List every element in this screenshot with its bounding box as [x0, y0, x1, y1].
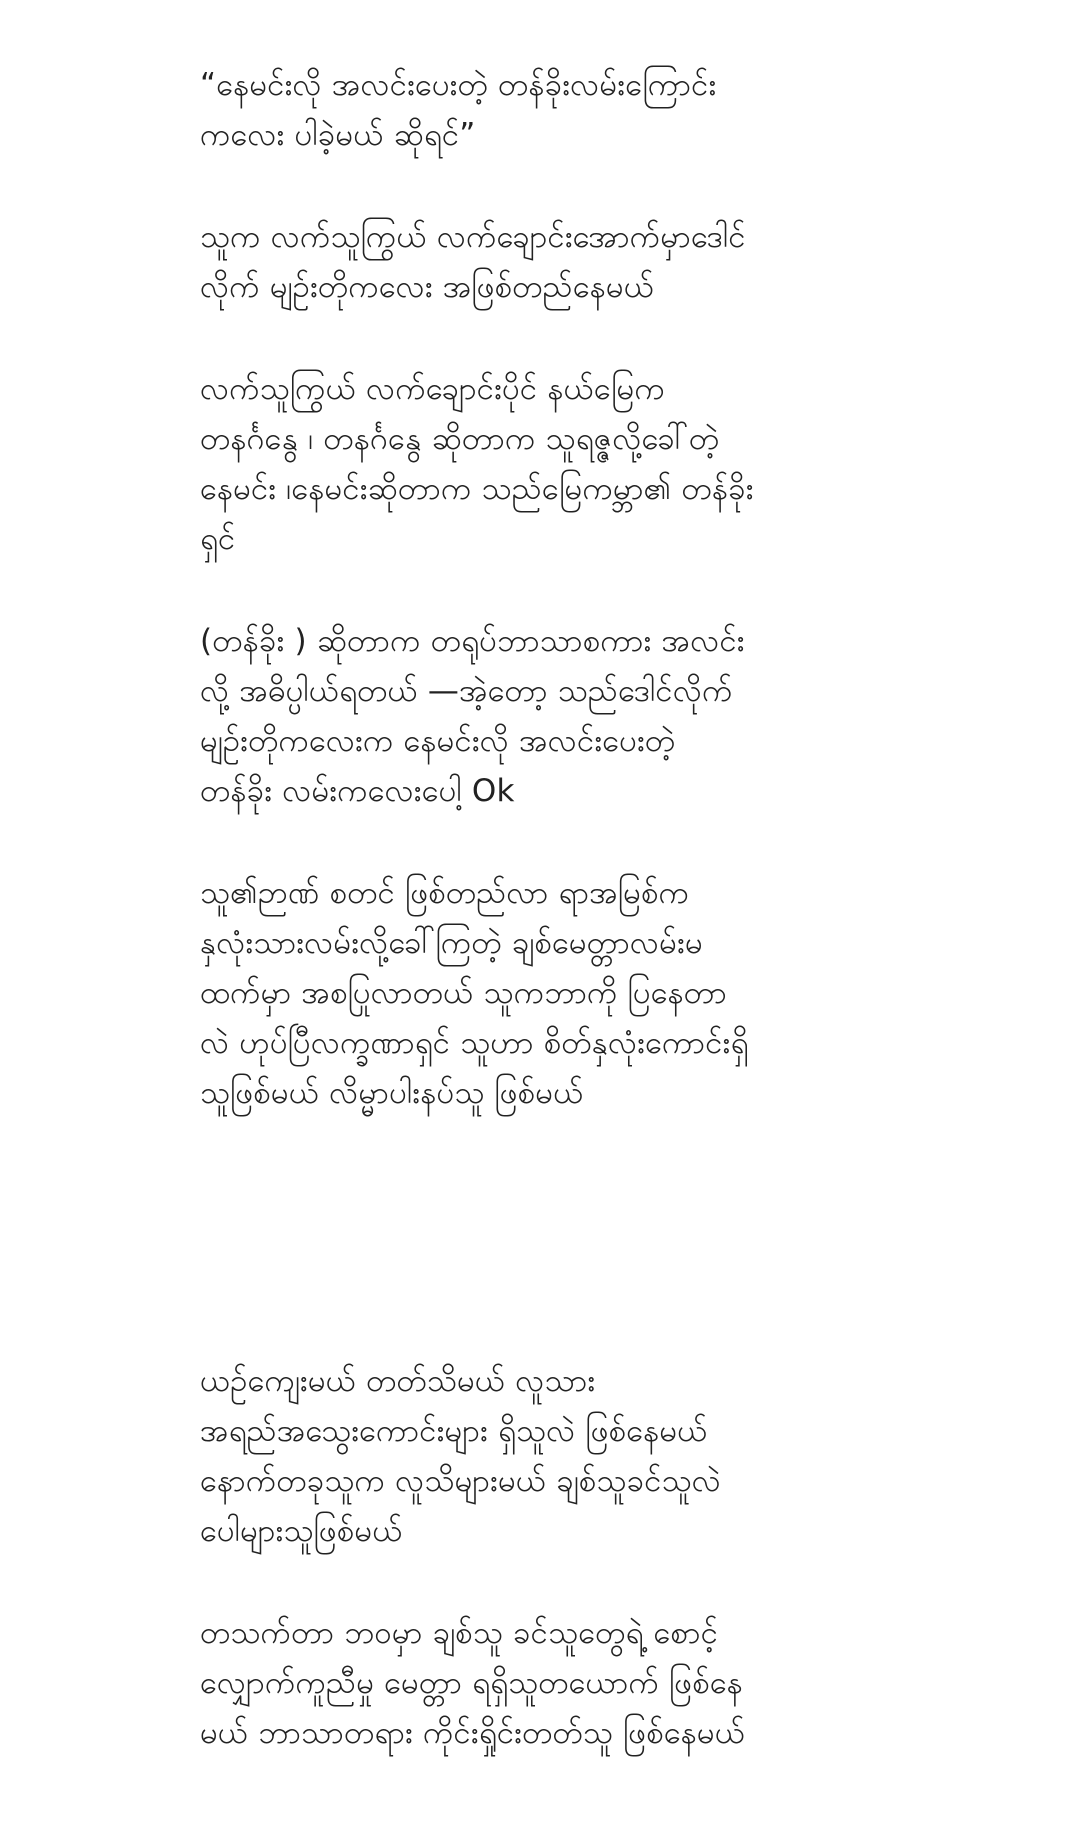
paragraph-4: (တန်ခိုး ) ဆိုတာက တရုပ်ဘာသာစကား အလင်း လို့ အဓိပ္ပါယ်ရတယ် —အဲ့တော့ သည်ဒေါင်လိုက် မျဉ်းတိုကလေးက နေမင်းလို အလင်းပေးတဲ့ တန်ခိုး လမ်းကလေးပေါ့ Ok [200, 623, 745, 809]
paragraph-5: သူ၏ဉာဏ် စတင် ဖြစ်တည်လာ ရာအမြစ်က နှလုံးသားလမ်းလို့ခေါ်ကြတဲ့ ချစ်မေတ္တာလမ်းမ ထက်မှာ အစပြုလာတယ် သူကဘာကို ပြနေတာ လဲ ဟုပ်ပြီလက္ခဏာရှင် သူဟာ စိတ်နှလုံးကောင်းရှိ သူဖြစ်မယ် လိမ္မာပါးနပ်သူ ဖြစ်မယ် [200, 875, 749, 1111]
paragraph-7: တသက်တာ ဘဝမှာ ချစ်သူ ခင်သူတွေရဲ့ စောင့် လျှောက်ကူညီမှု မေတ္တာ ရရှိသူတယောက် ဖြစ်နေ မယ် ဘာသာတရား ကိုင်းရှိုင်းတတ်သူ ဖြစ်နေမယ် [200, 1615, 746, 1751]
paragraph-gap [200, 816, 960, 868]
paragraph-gap [200, 1556, 960, 1608]
paragraph-gap [200, 312, 960, 364]
paragraph-3: လက်သူကြွယ် လက်ချောင်းပိုင် နယ်မြေက တနင်္ဂနွေ ၊ တနင်္ဂနွေ ဆိုတာက သူရဇ္ဇလို့ခေါ်တဲ့ နေမင်း ၊နေမင်းဆိုတာက သည်မြေကမ္ဘာ၏ တန်ခိုး ရှင် [200, 371, 754, 557]
paragraph-gap [200, 564, 960, 616]
paragraph-1: “နေမင်းလို အလင်းပေးတဲ့ တန်ခိုးလမ်းကြောင်း ကလေး ပါခဲ့မယ် ဆိုရင်” [200, 67, 717, 153]
paragraph-6: ယဉ်ကျေးမယ် တတ်သိမယ် လူသား အရည်အသွေးကောင်းများ ရှိသူလဲ ဖြစ်နေမယ် နောက်တခုသူက လူသိများမယ် ချစ်သူခင်သူလဲ ပေါများသူဖြစ်မယ် [200, 1363, 722, 1549]
section-gap [200, 1118, 960, 1356]
document-body [200, 60, 960, 1758]
paragraph-2: သူက လက်သူကြွယ် လက်ချောင်းအောက်မှာဒေါင် လိုက် မျဉ်းတိုကလေး အဖြစ်တည်နေမယ် [200, 219, 746, 305]
paragraph-gap [200, 160, 960, 212]
